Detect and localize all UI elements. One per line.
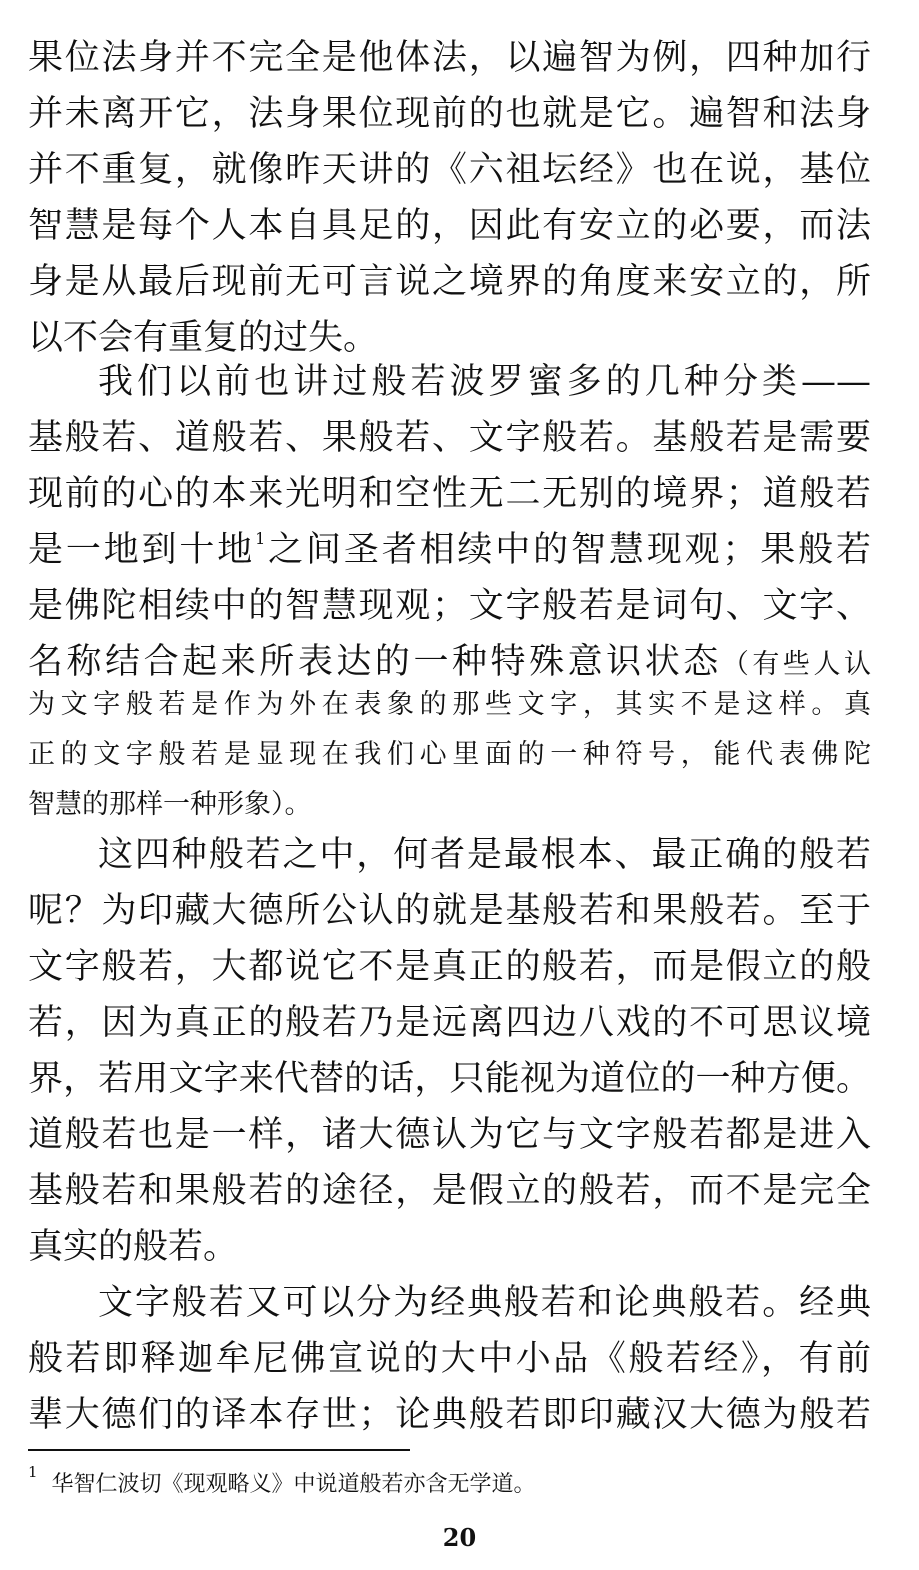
body-line: 并不重复，就像昨天讲的《六祖坛经》也在说，基位 bbox=[28, 150, 871, 190]
body-line: 文字般若，大都说它不是真正的般若，而是假立的般 bbox=[28, 947, 871, 987]
body-line: 文字般若又可以分为经典般若和论典般若。经典 bbox=[98, 1283, 871, 1323]
body-line: 基般若、道般若、果般若、文字般若。基般若是需要 bbox=[28, 418, 871, 458]
body-line: 并未离开它，法身果位现前的也就是它。遍智和法身 bbox=[28, 94, 871, 134]
footnote-text: 华智仁波切《现观略义》中说道般若亦含无学道。 bbox=[51, 1472, 536, 1497]
body-line: 果位法身并不完全是他体法，以遍智为例，四种加行 bbox=[28, 38, 871, 78]
body-text: 是一地到十地 bbox=[28, 530, 256, 570]
body-text: 之间圣者相续中的智慧现观；果般若 bbox=[265, 530, 871, 570]
parenthetical-note: （有些人认 bbox=[721, 649, 871, 680]
body-line: 智慧是每个人本自具足的，因此有安立的必要，而法 bbox=[28, 206, 871, 246]
footnote-reference[interactable]: 1 bbox=[255, 529, 266, 549]
body-line: 以不会有重复的过失。 bbox=[28, 318, 379, 358]
body-line: 这四种般若之中，何者是最根本、最正确的般若 bbox=[98, 835, 871, 875]
parenthetical-note-line: 智慧的那样一种形象）。 bbox=[28, 789, 312, 820]
footnote-separator bbox=[28, 1449, 410, 1451]
body-line: 我们以前也讲过般若波罗蜜多的几种分类—— bbox=[98, 362, 871, 402]
body-line: 呢？为印藏大德所公认的就是基般若和果般若。至于 bbox=[28, 891, 871, 931]
page-number: 20 bbox=[442, 1523, 477, 1552]
body-line: 基般若和果般若的途径，是假立的般若，而不是完全 bbox=[28, 1171, 871, 1211]
body-line: 道般若也是一样，诸大德认为它与文字般若都是进入 bbox=[28, 1115, 871, 1155]
body-line: 现前的心的本来光明和空性无二无别的境界；道般若 bbox=[28, 474, 871, 514]
footnote bbox=[28, 1462, 536, 1503]
body-text: 名称结合起来所表达的一种特殊意识状态 bbox=[28, 642, 722, 682]
body-line: 界，若用文字来代替的话，只能视为道位的一种方便。 bbox=[28, 1059, 871, 1099]
body-line: 真实的般若。 bbox=[28, 1227, 239, 1267]
body-line: 身是从最后现前无可言说之境界的角度来安立的，所 bbox=[28, 262, 871, 302]
body-line: 辈大德们的译本存世；论典般若即印藏汉大德为般若 bbox=[28, 1395, 871, 1435]
footnote-marker: 1 bbox=[28, 1462, 38, 1481]
body-line: 若，因为真正的般若乃是远离四边八戏的不可思议境 bbox=[28, 1003, 871, 1043]
body-line: 般若即释迦牟尼佛宣说的大中小品《般若经》，有前 bbox=[28, 1339, 871, 1379]
body-line-with-footnote-ref bbox=[28, 522, 871, 578]
parenthetical-note-line: 为文字般若是作为外在表象的那些文字，其实不是这样。真 bbox=[28, 689, 871, 720]
parenthetical-note-line: 正的文字般若是显现在我们心里面的一种符号，能代表佛陀 bbox=[28, 739, 871, 770]
body-line: 是佛陀相续中的智慧现观；文字般若是词句、文字、 bbox=[28, 586, 871, 626]
